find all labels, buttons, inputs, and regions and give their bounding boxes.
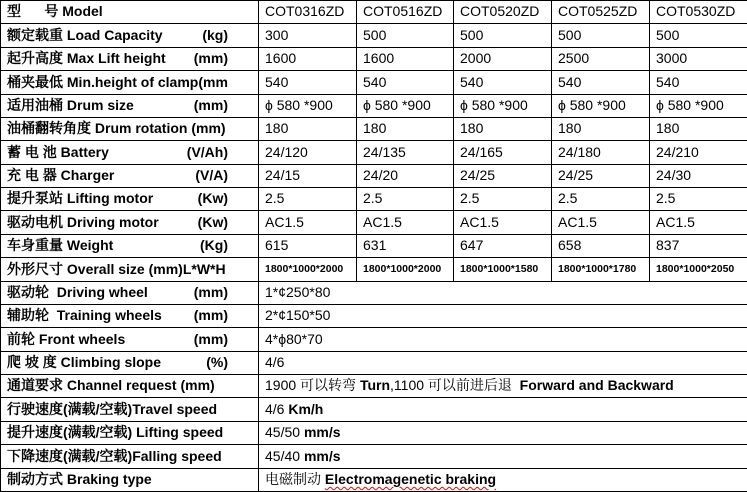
row-label-overall-size-mm <box>1 258 259 281</box>
value-segment: 45/50 <box>265 424 304 441</box>
row-label-text <box>7 28 254 43</box>
spec-value: 1800*1000*2000 <box>259 258 357 281</box>
parameter-unit: (mm) <box>193 50 228 67</box>
parameter-unit: (kg) <box>202 26 228 43</box>
parameter-name: 型 号 Model <box>7 3 103 20</box>
parameter-unit: (mm) <box>193 283 228 300</box>
table-row-overall-size-mm <box>1 258 747 281</box>
row-label-model <box>1 1 259 24</box>
spec-value: ϕ 580 *900 <box>650 94 747 117</box>
parameter-name: 起升高度 Max Lift height <box>7 50 166 67</box>
value-segment: 1*¢250*80 <box>265 283 331 300</box>
row-label-text <box>7 425 254 440</box>
parameter-name: 桶夹最低 Min.height of clamp(mm <box>7 73 228 90</box>
table-row-drum-rotation-mm <box>1 117 747 140</box>
spec-value: 180 <box>357 117 454 140</box>
row-label-text <box>7 449 254 464</box>
spec-value-merged <box>259 375 747 398</box>
value-segment: 45/40 <box>265 447 304 464</box>
spec-value: 1800*1000*1580 <box>454 258 552 281</box>
spec-value: AC1.5 <box>259 211 357 234</box>
row-label-climbing-slope <box>1 351 259 374</box>
table-row-driving-motor <box>1 211 747 234</box>
row-label-text <box>7 262 254 277</box>
spec-value: 3000 <box>650 47 747 70</box>
parameter-name: 爬 坡 度 Climbing slope <box>7 354 162 371</box>
spec-value: 24/135 <box>357 141 454 164</box>
value-segment: mm/s <box>303 447 341 464</box>
table-row-front-wheels <box>1 328 747 351</box>
parameter-name: 驱动电机 Driving motor <box>7 213 159 230</box>
spec-value: ϕ 580 *900 <box>357 94 454 117</box>
parameter-unit: (Kg) <box>200 237 228 254</box>
row-label-falling-speed <box>1 445 259 468</box>
parameter-name: 下降速度(满载/空载)Falling speed <box>7 447 222 464</box>
spec-value: 1800*1000*2000 <box>357 258 454 281</box>
spec-value: 500 <box>650 24 747 47</box>
spec-value-merged <box>259 445 747 468</box>
model-name: COT0530ZD <box>650 1 747 24</box>
spec-value: 615 <box>259 234 357 257</box>
row-label-text <box>7 145 254 160</box>
row-label-lifting-motor <box>1 188 259 211</box>
table-row-driving-wheel <box>1 281 747 304</box>
row-label-text <box>7 285 254 300</box>
spec-value: 540 <box>357 71 454 94</box>
parameter-name: 油桶翻转角度 Drum rotation (mm) <box>7 120 226 137</box>
spec-value: 1600 <box>357 47 454 70</box>
value-segment: ,1100 可以前进后退 <box>390 377 516 394</box>
parameter-name: 适用油桶 Drum size <box>7 96 134 113</box>
spec-value: 2000 <box>454 47 552 70</box>
table-row-min-height-of <box>1 71 747 94</box>
spec-value: 647 <box>454 234 552 257</box>
row-label-drum-rotation-mm <box>1 117 259 140</box>
row-label-text <box>7 402 254 417</box>
row-label-text <box>7 378 254 393</box>
value-segment: Forward and Backward <box>515 377 674 394</box>
row-label-text <box>7 98 254 113</box>
spec-value: 1600 <box>259 47 357 70</box>
spec-value: 24/120 <box>259 141 357 164</box>
row-label-weight <box>1 234 259 257</box>
parameter-unit: (mm) <box>193 330 228 347</box>
spec-value: 2.5 <box>454 188 552 211</box>
parameter-unit: (Kw) <box>197 213 228 230</box>
model-name: COT0316ZD <box>259 1 357 24</box>
spec-value: 24/20 <box>357 164 454 187</box>
parameter-name: 额定载重 Load Capacity <box>7 26 163 43</box>
model-name: COT0525ZD <box>552 1 650 24</box>
table-row-braking-type <box>1 468 747 492</box>
spec-value: 24/180 <box>552 141 650 164</box>
spec-value-merged <box>259 304 747 327</box>
spec-value: 180 <box>259 117 357 140</box>
spec-value: 837 <box>650 234 747 257</box>
spec-value: 658 <box>552 234 650 257</box>
row-label-text <box>7 168 254 183</box>
spec-value: 500 <box>552 24 650 47</box>
spec-value: 24/15 <box>259 164 357 187</box>
parameter-unit: (V/Ah) <box>186 143 228 160</box>
spec-value: AC1.5 <box>357 211 454 234</box>
spec-value-merged <box>259 281 747 304</box>
table-row-drum-size <box>1 94 747 117</box>
row-label-text <box>7 215 254 230</box>
spec-value: 540 <box>552 71 650 94</box>
parameter-name: 充 电 器 Charger <box>7 167 115 184</box>
row-label-max-lift-height <box>1 47 259 70</box>
model-name: COT0520ZD <box>454 1 552 24</box>
spec-value: 300 <box>259 24 357 47</box>
parameter-name: 前轮 Front wheels <box>7 330 126 347</box>
spec-value: 2.5 <box>650 188 747 211</box>
row-label-text <box>7 472 254 487</box>
row-label-load-capacity <box>1 24 259 47</box>
row-label-driving-wheel <box>1 281 259 304</box>
spec-value-merged <box>259 468 747 492</box>
spec-value: 2.5 <box>552 188 650 211</box>
row-label-channel-request-mm <box>1 375 259 398</box>
value-segment: Turn <box>359 377 391 394</box>
parameter-name: 外形尺寸 Overall size (mm)L*W*H <box>7 260 226 277</box>
spec-value: AC1.5 <box>454 211 552 234</box>
value-segment: Km/h <box>288 400 324 417</box>
parameter-unit: (mm) <box>193 96 228 113</box>
row-label-charger <box>1 164 259 187</box>
parameter-name: 行驶速度(满载/空载)Travel speed <box>7 400 218 417</box>
parameter-name: 蓄 电 池 Battery <box>7 143 109 160</box>
spec-value: 180 <box>454 117 552 140</box>
spec-value: 180 <box>650 117 747 140</box>
spec-value: 540 <box>454 71 552 94</box>
value-segment: 4/6 <box>265 354 285 371</box>
table-row-charger <box>1 164 747 187</box>
value-segment: 2*¢150*50 <box>265 307 331 324</box>
table-row-channel-request-mm <box>1 375 747 398</box>
spec-value-merged <box>259 421 747 444</box>
spec-value: 540 <box>259 71 357 94</box>
spec-value: AC1.5 <box>552 211 650 234</box>
row-label-training-wheels <box>1 304 259 327</box>
spellcheck-flagged-text: Electromagenetic braking <box>324 471 497 488</box>
spec-value: 24/25 <box>454 164 552 187</box>
parameter-name: 提升泵站 Lifting motor <box>7 190 154 207</box>
spec-value: AC1.5 <box>650 211 747 234</box>
spec-value: 24/30 <box>650 164 747 187</box>
parameter-name: 车身重量 Weight <box>7 237 114 254</box>
row-label-text <box>7 332 254 347</box>
value-segment: 4*ϕ80*70 <box>265 330 323 347</box>
table-row-lifting-speed <box>1 421 747 444</box>
table-row-training-wheels <box>1 304 747 327</box>
row-label-lifting-speed <box>1 421 259 444</box>
row-label-text <box>7 4 254 19</box>
row-label-min-height-of <box>1 71 259 94</box>
spec-value: 180 <box>552 117 650 140</box>
parameter-name: 辅助轮 Training wheels <box>7 307 162 324</box>
table-row-battery <box>1 141 747 164</box>
spec-value: 24/25 <box>552 164 650 187</box>
spec-value: 24/165 <box>454 141 552 164</box>
spec-value: 500 <box>357 24 454 47</box>
value-segment: 电磁制动 <box>265 471 325 488</box>
row-label-text <box>7 308 254 323</box>
parameter-unit: (Kw) <box>197 190 228 207</box>
row-label-text <box>7 191 254 206</box>
spec-value: 1800*1000*1780 <box>552 258 650 281</box>
row-label-text <box>7 238 254 253</box>
parameter-name: 提升速度(满载/空载) Lifting speed <box>7 424 224 441</box>
spec-value: ϕ 580 *900 <box>259 94 357 117</box>
table-row-weight <box>1 234 747 257</box>
value-segment: 4/6 <box>265 400 289 417</box>
row-label-travel-speed <box>1 398 259 421</box>
row-label-driving-motor <box>1 211 259 234</box>
row-label-battery <box>1 141 259 164</box>
row-label-text <box>7 121 254 136</box>
row-label-text <box>7 355 254 370</box>
spec-value: 500 <box>454 24 552 47</box>
value-segment: mm/s <box>303 424 341 441</box>
spec-value: ϕ 580 *900 <box>454 94 552 117</box>
row-label-text <box>7 75 254 90</box>
table-row-load-capacity <box>1 24 747 47</box>
table-row-falling-speed <box>1 445 747 468</box>
table-row-climbing-slope <box>1 351 747 374</box>
spec-value: 2.5 <box>259 188 357 211</box>
row-label-text <box>7 51 254 66</box>
spec-value-merged <box>259 398 747 421</box>
table-row-travel-speed <box>1 398 747 421</box>
parameter-unit: (mm) <box>193 307 228 324</box>
spec-value: 540 <box>650 71 747 94</box>
parameter-unit: (%) <box>206 354 228 371</box>
spec-value: 2500 <box>552 47 650 70</box>
row-label-braking-type <box>1 468 259 492</box>
spec-value: 2.5 <box>357 188 454 211</box>
table-header-row <box>1 1 747 24</box>
table-row-max-lift-height <box>1 47 747 70</box>
spec-value-merged <box>259 328 747 351</box>
table-row-lifting-motor <box>1 188 747 211</box>
model-name: COT0516ZD <box>357 1 454 24</box>
value-segment: 1900 可以转弯 <box>265 377 360 394</box>
spec-value: 631 <box>357 234 454 257</box>
spec-value: 24/210 <box>650 141 747 164</box>
row-label-front-wheels <box>1 328 259 351</box>
parameter-name: 制动方式 Braking type <box>7 471 152 488</box>
parameter-name: 通道要求 Channel request (mm) <box>7 377 215 394</box>
parameter-name: 驱动轮 Driving wheel <box>7 283 148 300</box>
parameter-unit: (V/A) <box>195 167 228 184</box>
row-label-drum-size <box>1 94 259 117</box>
spec-value: ϕ 580 *900 <box>552 94 650 117</box>
spec-value-merged <box>259 351 747 374</box>
spec-value: 1800*1000*2050 <box>650 258 747 281</box>
